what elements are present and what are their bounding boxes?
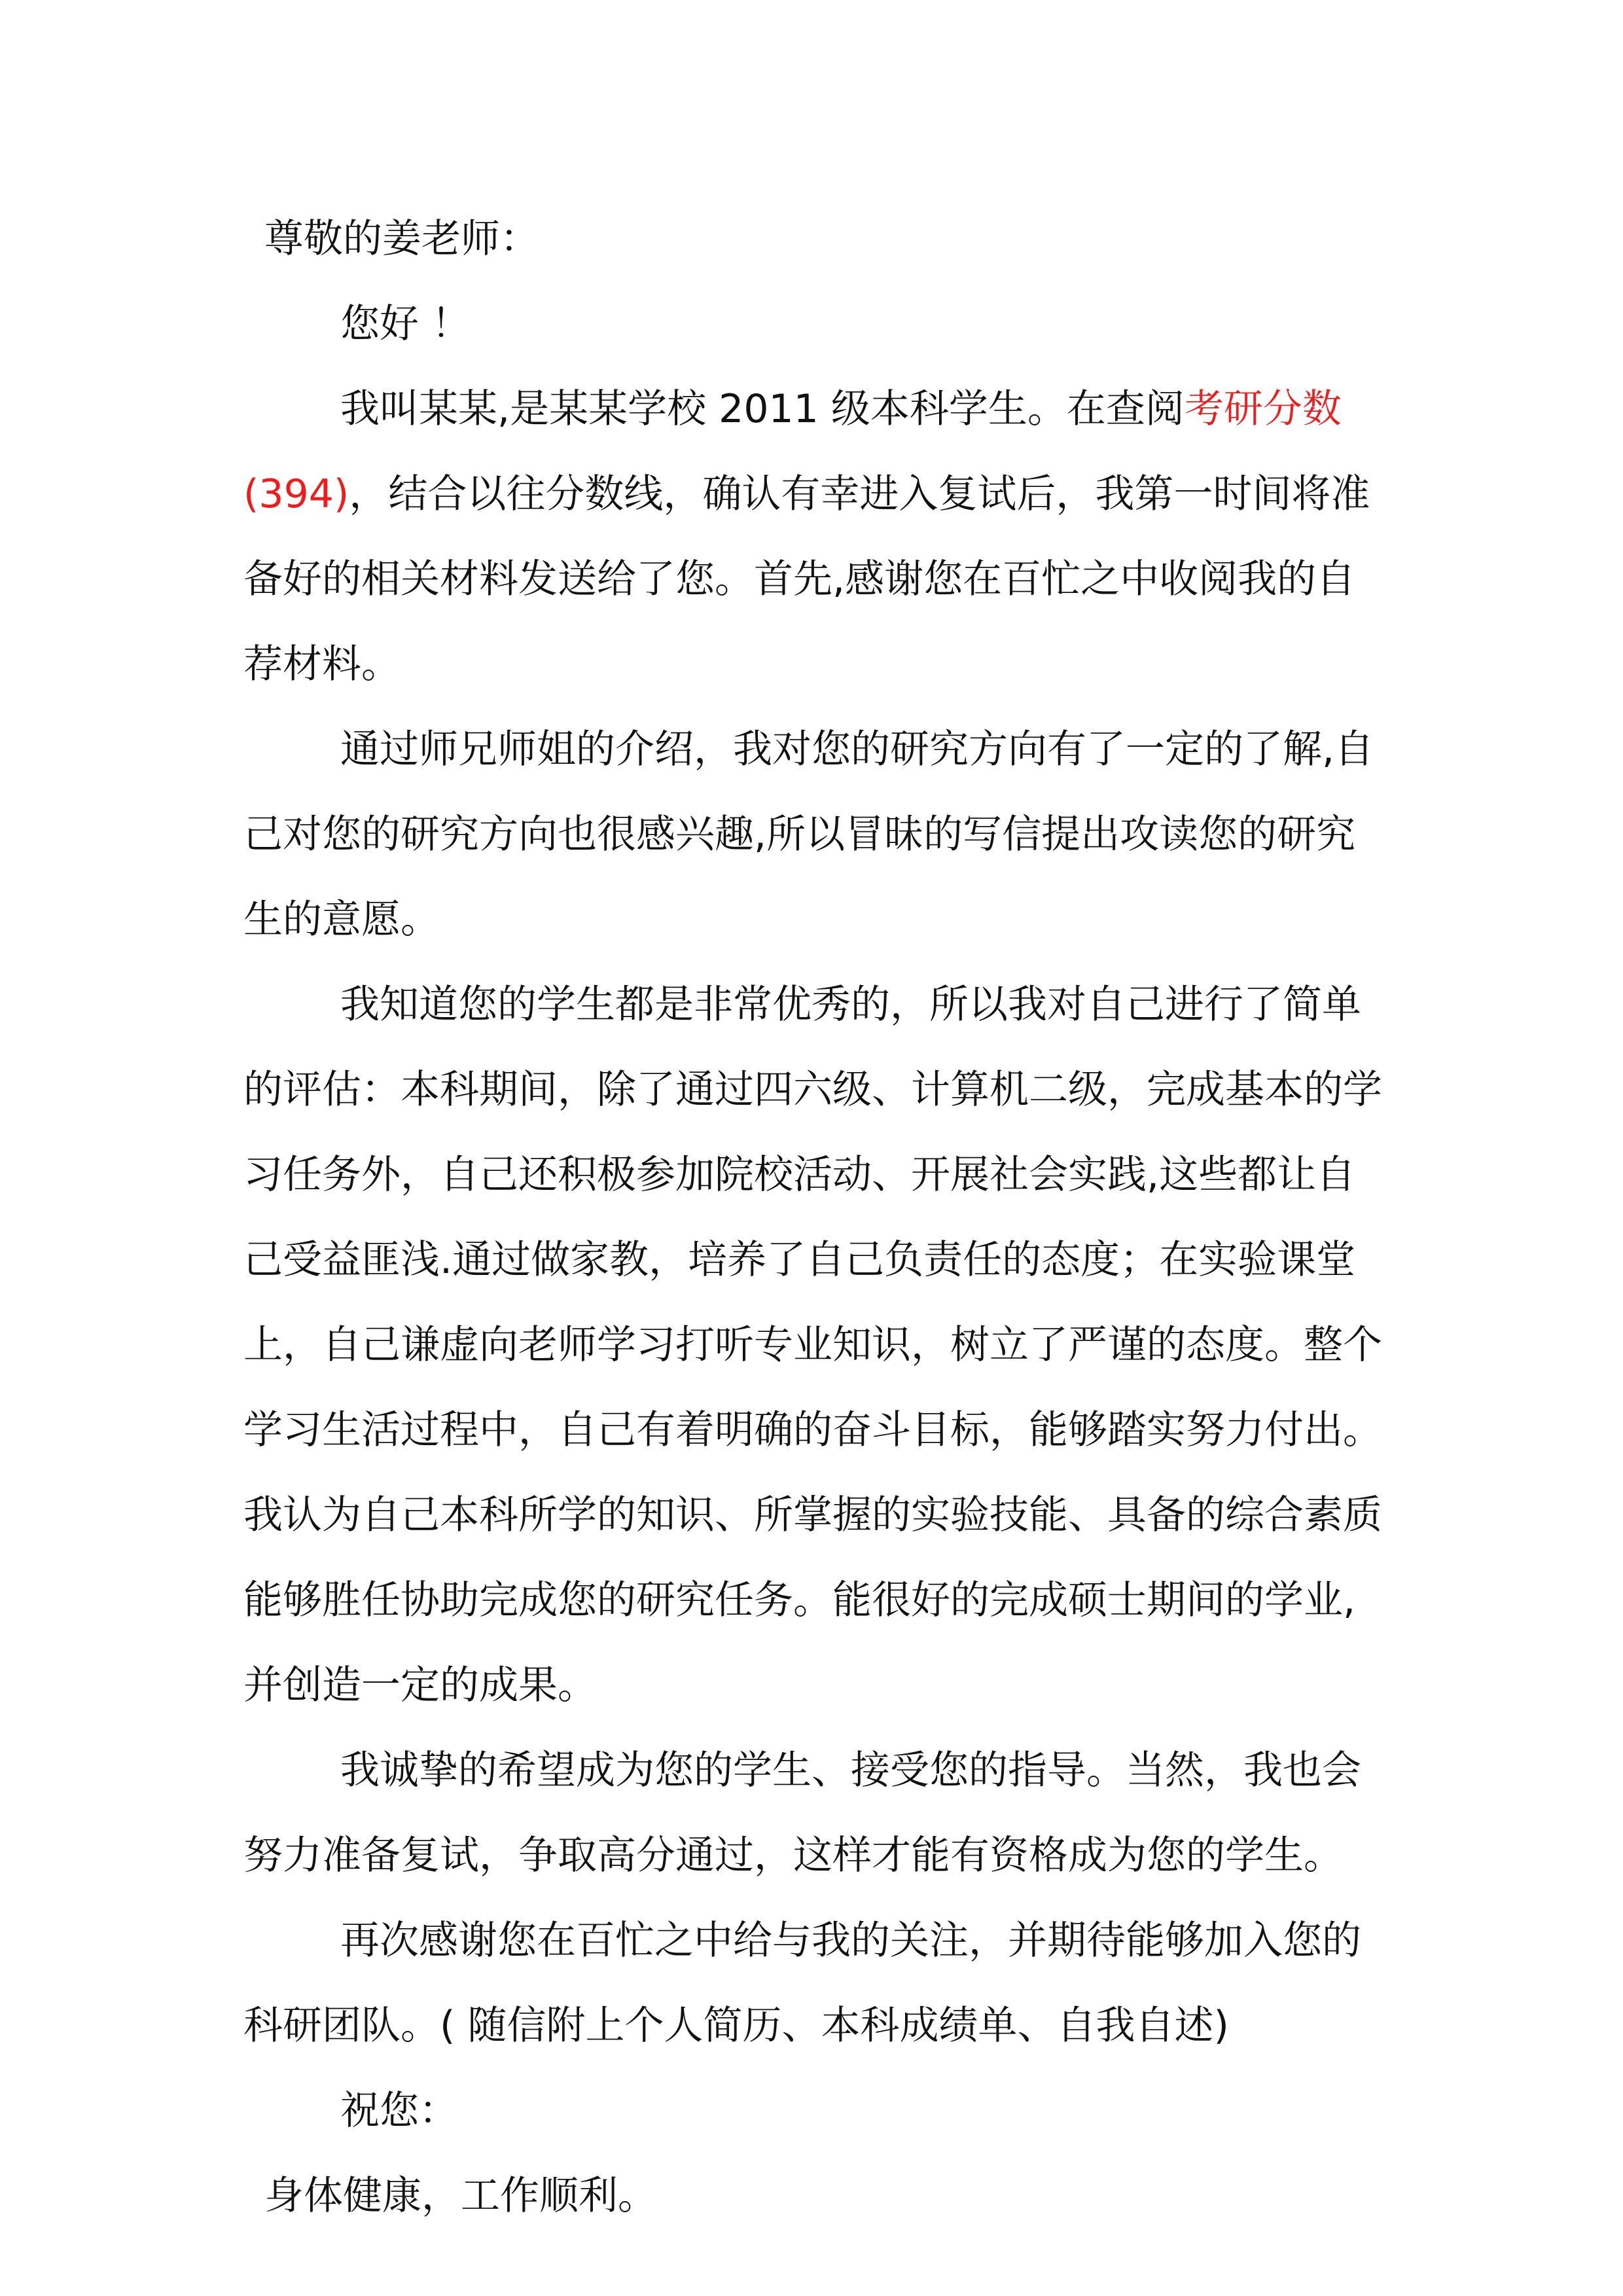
greeting: 您好 ！ xyxy=(340,301,471,347)
salutation: 尊敬的姜老师： xyxy=(264,216,539,262)
letter-body xyxy=(243,196,1382,2238)
exam-score-highlight: 考研分数(394) xyxy=(243,386,1342,517)
self-assessment-paragraph: 我知道您的学生都是非常优秀的，所以我对自己进行了简单的评估：本科期间，除了通过四六级、计算机二级，完成基本的学习任务外，自己还积极参加院校活动、开展社会实践,这些都让自己受益匪浅.通过做家教，培养了自己负责任的态度；在实验课堂上，自己谦虚向老师学习打听专业知识，树立了严谨的态度。整个学习生活过程中，自己有着明确的奋斗目标，能够踏实努力付出。我认为自己本科所学的知识、所掌握的实验技能、具备的综合素质能够胜任协助完成您的研究任务。能很好的完成硕士期间的学业,并创造一定的成果。 xyxy=(243,982,1382,1708)
research-interest-paragraph: 通过师兄师姐的介绍，我对您的研究方向有了一定的了解,自己对您的研究方向也很感兴趣,所以冒昧的写信提出攻读您的研究生的意愿。 xyxy=(243,726,1374,942)
intro-text-before: 我叫某某,是某某学校 2011 级本科学生。在查阅 xyxy=(340,386,1185,432)
intro-text-after: ，结合以往分数线，确认有幸进入复试后，我第一时间将准备好的相关材料发送给了您。首先,感谢您在百忙之中收阅我的自荐材料。 xyxy=(243,471,1370,687)
aspiration-paragraph: 我诚挚的希望成为您的学生、接受您的指导。当然，我也会努力准备复试，争取高分通过，这样才能有资格成为您的学生。 xyxy=(243,1748,1361,1878)
thanks-paragraph: 再次感谢您在百忙之中给与我的关注，并期待能够加入您的科研团队。( 随信附上个人简历、本科成绩单、自我自述) xyxy=(243,1918,1361,2049)
closing-line: 身体健康，工作顺利。 xyxy=(264,2173,657,2219)
intro-paragraph xyxy=(243,367,1382,707)
wish-line: 祝您： xyxy=(340,2088,458,2134)
